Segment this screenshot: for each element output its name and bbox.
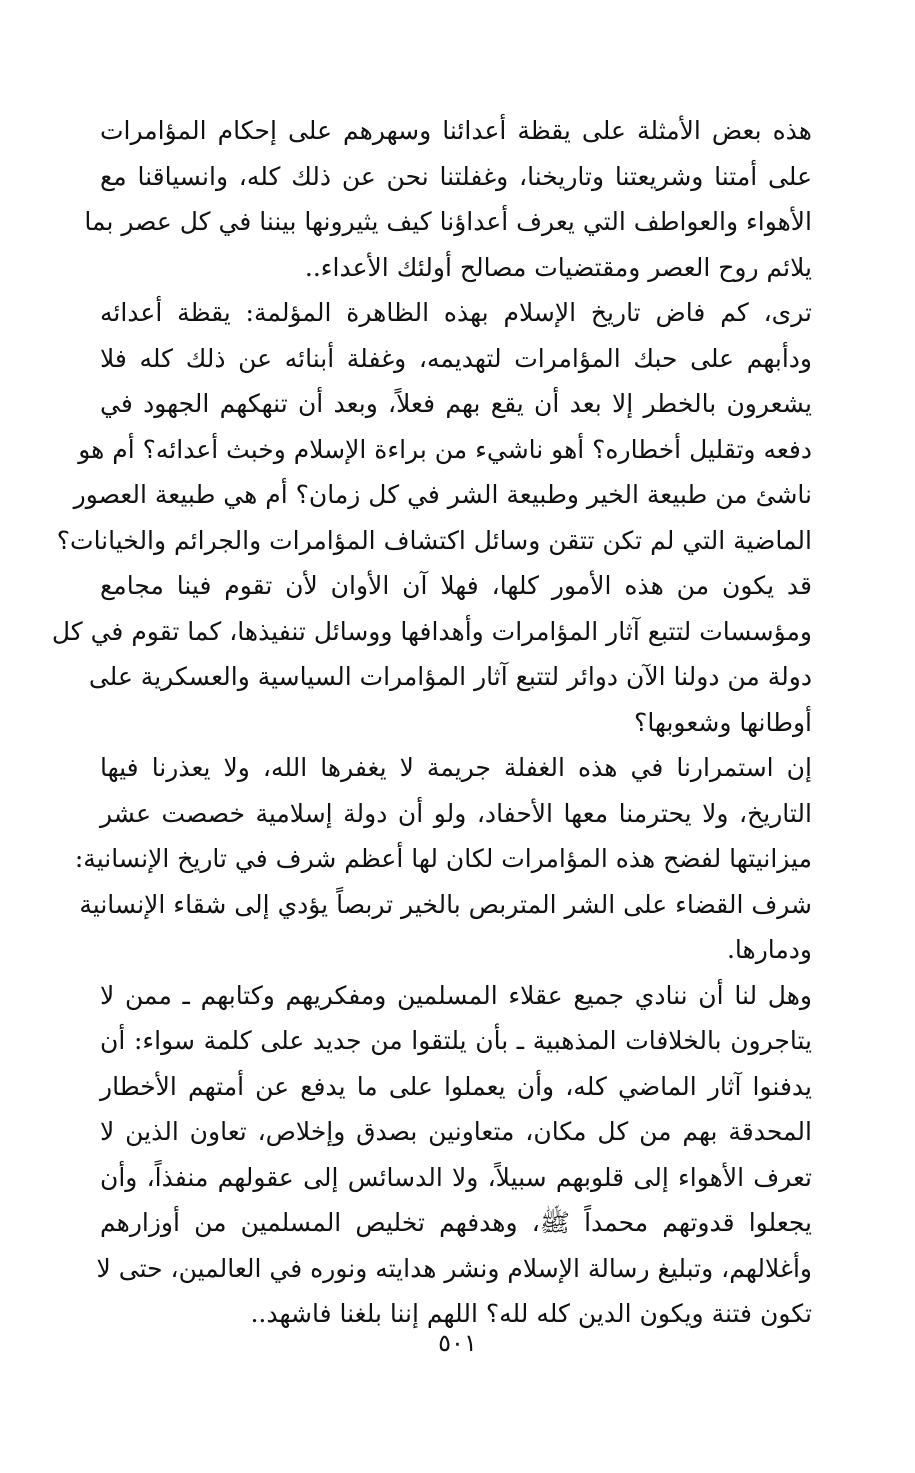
- text-line: شرف القضاء على الشر المتربص بالخير تربصاً يؤدي إلى شقاء الإنسانية: [79, 889, 812, 919]
- text-line: ودمارها.: [726, 935, 812, 964]
- text-line: يلائم روح العصر ومقتضيات مصالح أولئك الأعداء..: [304, 252, 812, 282]
- text-line: المحدقة بهم من كل مكان، متعاونين بصدق وإخلاص، تعاون الذين لا: [100, 1117, 812, 1146]
- text-line: ميزانيتها لفضح هذه المؤامرات لكان لها أعظم شرف في تاريخ الإنسانية:: [74, 844, 812, 873]
- paragraph-1: [84, 108, 812, 290]
- text-line: الماضية التي لم تكن تتقن وسائل اكتشاف المؤامرات والجرائم والخيانات؟: [56, 525, 812, 555]
- text-line: دولة من دولنا الآن دوائر لتتبع آثار المؤامرات السياسية والعسكرية على: [88, 662, 812, 691]
- text-line: الأهواء والعواطف التي يعرف أعداؤنا كيف يثيرونها بيننا في كل عصر بما: [84, 207, 812, 236]
- text-line: يشعرون بالخطر إلا بعد أن يقع بهم فعلاً، وبعد أن تنهكهم الجهود في: [100, 389, 812, 418]
- text-line: يجعلوا قدوتهم محمداً ﷺ، وهدفهم تخليص المسلمين من أوزارهم: [100, 1208, 812, 1237]
- text-line: يدفنوا آثار الماضي كله، وأن يعملوا على ما يدفع عن أمتهم الأخطار: [100, 1071, 812, 1101]
- text-line: ترى، كم فاض تاريخ الإسلام بهذه الظاهرة المؤلمة: يقظة أعدائه: [100, 298, 812, 327]
- text-line: وأغلالهم، وتبليغ رسالة الإسلام ونشر هدايته ونوره في العالمين، حتى لا: [96, 1253, 812, 1283]
- text-line: تكون فتنة ويكون الدين كله لله؟ اللهم إننا بلغنا فاشهد..: [250, 1299, 812, 1328]
- paragraph-4: [96, 973, 812, 1337]
- text-line: التاريخ، ولا يحترمنا معها الأحفاد، ولو أن دولة إسلامية خصصت عشر: [100, 798, 812, 828]
- text-line: دفعه وتقليل أخطاره؟ أهو ناشيء من براءة الإسلام وخبث أعدائه؟ أم هو: [78, 434, 812, 464]
- text-line: هذه بعض الأمثلة على يقظة أعدائنا وسهرهم على إحكام المؤامرات: [100, 116, 812, 145]
- paragraph-2: [51, 290, 812, 745]
- text-line: يتاجرون بالخلافات المذهبية ـ بأن يلتقوا من جديد على كلمة سواء: أن: [100, 1026, 812, 1055]
- text-line: ناشئ من طبيعة الخير وطبيعة الشر في كل زمان؟ أم هي طبيعة العصور: [73, 480, 812, 509]
- text-line: ودأبهم على حبك المؤامرات لتهديمه، وغفلة أبنائه عن ذلك كله فلا: [100, 343, 812, 373]
- text-line: ومؤسسات لتتبع آثار المؤامرات وأهدافها ووسائل تنفيذها، كما تقوم في كل: [51, 616, 812, 646]
- page-body: [51, 108, 812, 1337]
- paragraph-3: [74, 745, 812, 973]
- text-line: قد يكون من هذه الأمور كلها، فهلا آن الأوان لأن تقوم فينا مجامع: [100, 571, 812, 600]
- text-line: وهل لنا أن ننادي جميع عقلاء المسلمين ومفكريهم وكتابهم ـ ممن لا: [100, 980, 812, 1010]
- page-number: ٥٠١: [438, 1329, 477, 1357]
- text-line: على أمتنا وشريعتنا وتاريخنا، وغفلتنا نحن عن ذلك كله، وانسياقنا مع: [100, 161, 812, 191]
- text-line: أوطانها وشعوبها؟: [634, 707, 812, 737]
- text-line: إن استمرارنا في هذه الغفلة جريمة لا يغفرها الله، ولا يعذرنا فيها: [100, 753, 812, 782]
- text-line: تعرف الأهواء إلى قلوبهم سبيلاً، ولا الدسائس إلى عقولهم منفذاً، وأن: [100, 1162, 812, 1192]
